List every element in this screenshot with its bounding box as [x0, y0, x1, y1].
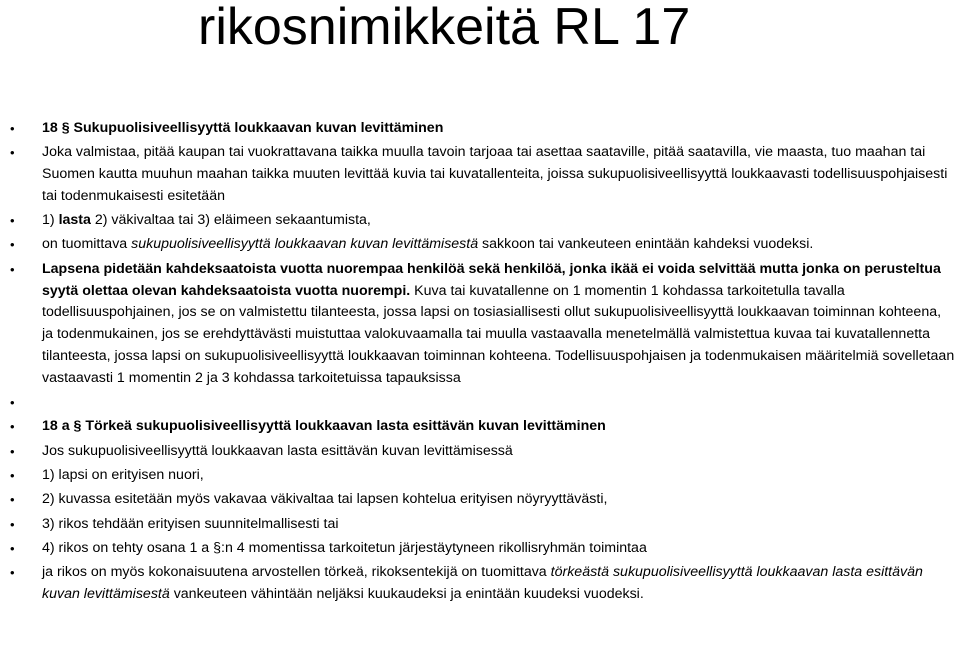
bullet-icon: • [10, 492, 15, 508]
text-run: ja rikos on myös kokonaisuutena arvostellen törkeä, rikoksentekijä on tuomittava [42, 564, 551, 581]
text-run: 3) rikos tehdään erityisen suunnitelmallisesti tai [42, 515, 339, 532]
text-run: törkeästä sukupuolisiveellisyyttä loukkaavan lasta esittävän kuvan levittämisestä [42, 564, 923, 602]
list-item [0, 562, 960, 606]
text-run: 4) rikos on tehty osana 1 a §:n 4 momentissa tarkoitetun järjestäytyneen rikollisryhmän toimintaa [42, 539, 647, 556]
text-run: lasta [58, 212, 91, 229]
text-run: Jos sukupuolisiveellisyyttä loukkaavan lasta esittävän kuvan levittämisessä [42, 442, 513, 459]
text-run: Kuva tai kuvatallenne on 1 momentin 1 kohdassa tarkoitetulla tavalla todellisuuspohjainen, jos se on valmistettu tilanteesta, jossa lapsi on tosiasiallisesti ollut sukupuolisiveellisyyttä loukkaavan toiminnan kohteena, ja todenmukainen, jos se erehdyttävästi muistuttaa valokuvaamalla tai muulla vastaavalla menetelmällä valmistettua kuvaa tai kuvatallennetta tilanteesta, jossa lapsi on sukupuolisiveellisyyttä loukkaavan toiminnan kohteena. Todellisuuspohjaisen ja todenmukaisen määritelmiä sovelletaan vastaavasti 1 momentin 2 ja 3 kohdassa tarkoitetuissa tapauksissa [42, 282, 955, 386]
list-item [0, 210, 960, 232]
list-item [0, 441, 960, 463]
text-run: on tuomittava [42, 236, 132, 253]
list-item [0, 514, 960, 536]
list-item [0, 538, 960, 560]
list-item [0, 489, 960, 511]
bullet-icon: • [10, 145, 15, 161]
bullet-icon: • [10, 516, 15, 532]
bullet-list [0, 118, 960, 606]
text-run: sakkoon tai vankeuteen enintään kahdeksi vuodeksi. [478, 236, 814, 253]
bullet-icon: • [10, 443, 15, 459]
text-run: 18 § Sukupuolisiveellisyyttä loukkaavan kuvan levittäminen [42, 120, 444, 136]
list-item [0, 118, 960, 140]
bullet-icon: • [10, 540, 15, 556]
text-run: sukupuolisiveellisyyttä loukkaavan kuvan levittämisestä [131, 236, 479, 253]
slide-title: rikosnimikkeitä RL 17 [198, 0, 691, 56]
list-item [0, 234, 960, 256]
list-item [0, 416, 960, 438]
list-item [0, 465, 960, 487]
bullet-icon: • [10, 121, 15, 136]
text-run: 2) kuvassa esitetään myös vakavaa väkivaltaa tai lapsen kohtelua erityisen nöyryyttävästi, [42, 491, 608, 508]
bullet-icon: • [10, 237, 15, 253]
list-item [0, 142, 960, 207]
list-item [0, 392, 960, 414]
text-run: 18 a § Törkeä sukupuolisiveellisyyttä loukkaavan lasta esittävän kuvan levittäminen [42, 418, 606, 435]
bullet-icon: • [10, 419, 15, 435]
bullet-icon: • [10, 467, 15, 483]
bullet-icon: • [10, 261, 15, 277]
text-run: vankeuteen vähintään neljäksi kuukaudeksi ja enintään kuudeksi vuodeksi. [169, 585, 644, 602]
text-run: 2) väkivaltaa tai 3) eläimeen sekaantumista, [90, 212, 371, 229]
bullet-icon: • [10, 213, 15, 229]
text-run: Lapsena pidetään kahdeksaatoista vuotta nuorempaa henkilöä sekä henkilöä, jonka ikää ei voida selvittää mutta jonka on perusteltua syytä olettaa olevan kahdeksaatoista vuotta nuorempi. [42, 260, 941, 299]
bullet-icon: • [10, 565, 15, 581]
text-run: 1) [42, 212, 59, 229]
list-item [0, 259, 960, 390]
text-run: 1) lapsi on erityisen nuori, [42, 466, 204, 483]
bullet-icon: • [10, 395, 15, 411]
text-run: Joka valmistaa, pitää kaupan tai vuokrattavana taikka muulla tavoin tarjoaa tai asettaa saataville, pitää saatavilla, vie maasta, tuo maahan tai Suomen kautta muuhun maahan taikka muuten levittää kuvia tai kuvatallenteita, joissa sukupuolisiveellisyyttä loukkaavasti todellisuuspohjaisesti tai todenmukaisesti esitetään [42, 144, 948, 204]
